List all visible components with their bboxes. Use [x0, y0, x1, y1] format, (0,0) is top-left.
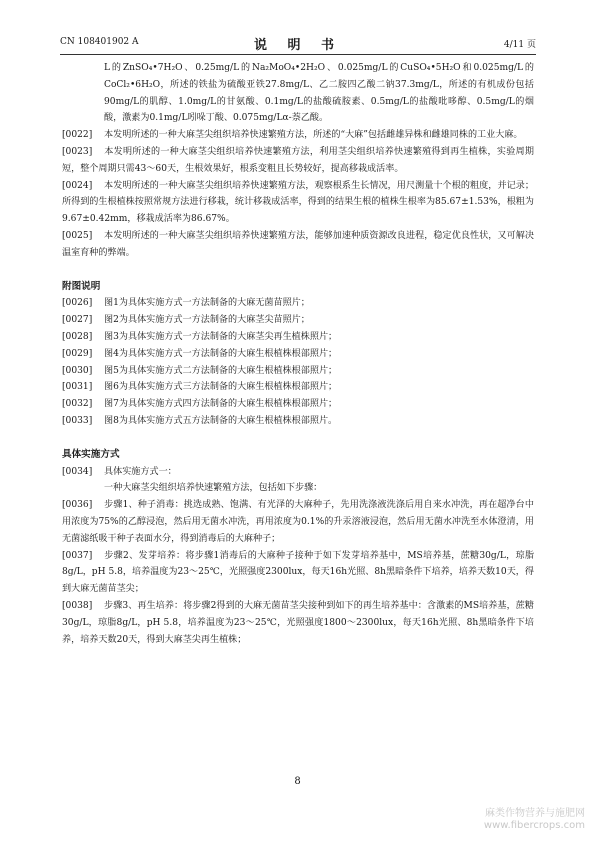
paragraph: [62, 127, 534, 144]
paragraph-text: 一种大麻茎尖组织培养快速繁殖方法，包括如下步骤：: [104, 483, 323, 494]
paragraph-number: [0022]: [62, 130, 93, 141]
paragraph: [62, 396, 534, 413]
paragraph-number: [0030]: [62, 365, 93, 376]
paragraph-number: [0028]: [62, 331, 93, 342]
document-body: [62, 60, 534, 648]
paragraph-number: [0036]: [62, 500, 93, 511]
paragraph-text: 步骤3、再生培养：将步骤2得到的大麻无菌苗茎尖接种到如下的再生培养基中：含激素的MS培养基，蔗糖30g/L，琼脂8g/L，pH 5.8，培养温度为23～25℃，光照强度1800～2300lux，每天16h光照、8h黑暗条件下培养，培养天数20天，得到大麻茎尖再生植株；: [62, 600, 534, 645]
watermark: [484, 808, 585, 832]
paragraph-number: [0023]: [62, 146, 93, 157]
paragraph-number: [0025]: [62, 230, 93, 241]
paragraph-number: [0037]: [62, 550, 93, 561]
paragraph-text: 本发明所述的一种大麻茎尖组织培养快速繁殖方法，利用茎尖组织培养快速繁殖得到再生植株，实验周期短，整个周期只需43～60天，生根效果好，根系变粗且长势较好，提高移栽成活率。: [62, 146, 534, 174]
paragraph-number: [0027]: [62, 315, 93, 326]
paragraph: [62, 464, 534, 481]
document-title: 说 明 书: [253, 38, 343, 53]
watermark-url: www.fibercrops.com: [483, 820, 585, 831]
paragraph: [62, 346, 534, 363]
paragraph-text: 步骤1、种子消毒：挑选成熟、饱满、有光泽的大麻种子，先用洗涤液洗涤后用自来水冲洗，再在超净台中用浓度为75%的乙醇浸泡，然后用无菌水冲洗，再用浓度为0.1%的升汞溶液浸泡，然后用无菌水冲洗至水体澄清，用无菌滤纸吸干种子表面水分，得到消毒后的大麻种子；: [62, 500, 534, 544]
paragraph-text: 本发明所述的一种大麻茎尖组织培养快速繁殖方法，所述的“大麻”包括雌雄异株和雌雄同株的工业大麻。: [104, 130, 523, 141]
paragraph: [62, 329, 534, 346]
paragraph-text: 图6为具体实施方式三方法制备的大麻生根植株根部照片；: [104, 382, 338, 393]
paragraph-number: [0024]: [62, 180, 93, 191]
paragraph-text: 图3为具体实施方式一方法制备的大麻茎尖再生植株照片；: [104, 331, 338, 342]
paragraph-text: 图8为具体实施方式五方法制备的大麻生根植株根部照片。: [104, 415, 338, 426]
watermark-title: 麻类作物营养与施肥网: [485, 808, 585, 819]
paragraph: [62, 548, 534, 598]
paragraph: [62, 598, 534, 648]
paragraph: [62, 363, 534, 380]
paragraph: [62, 144, 534, 178]
embodiment-list: [62, 464, 534, 649]
paragraph-number: [0034]: [62, 466, 93, 477]
paragraph-text: 图5为具体实施方式二方法制备的大麻生根植株根部照片；: [104, 365, 338, 376]
publication-number: CN 108401902 A: [60, 37, 139, 47]
paragraph: [62, 379, 534, 396]
figures-heading: 附图说明: [62, 280, 101, 292]
figures-list: [62, 295, 534, 429]
paragraph-text: 图2为具体实施方式一方法制备的大麻茎尖苗照片；: [104, 315, 310, 326]
paragraph-number: [0032]: [62, 399, 93, 410]
paragraph: [62, 480, 534, 497]
paragraph-text: 具体实施方式一：: [104, 466, 177, 477]
embodiment-heading: 具体实施方式: [62, 448, 120, 460]
paragraph: [62, 178, 534, 228]
paragraph-number: [0038]: [62, 600, 93, 611]
page-header: [60, 34, 536, 52]
paragraph: [62, 413, 534, 430]
paragraph: [62, 295, 534, 312]
paragraph: [62, 312, 534, 329]
paragraph-text: 图4为具体实施方式一方法制备的大麻生根植株根部照片；: [104, 348, 338, 359]
paragraph-number: [0033]: [62, 415, 93, 426]
page-number: 8: [294, 776, 301, 787]
paragraph-text: 图7为具体实施方式四方法制备的大麻生根植株根部照片；: [104, 399, 338, 410]
paragraph-text: 步骤2、发芽培养：将步骤1消毒后的大麻种子接种于如下发芽培养基中，MS培养基，蔗糖30g/L，琼脂8g/L，pH 5.8，培养温度为23～25℃，光照强度2300lux，每天16h光照、8h黑暗条件下培养，培养天数10天，得到大麻无菌苗茎尖；: [62, 550, 534, 595]
paragraph-number: [0026]: [62, 298, 93, 309]
paragraph-text: 图1为具体实施方式一方法制备的大麻无菌苗照片；: [104, 298, 310, 309]
paragraph-text: 本发明所述的一种大麻茎尖组织培养快速繁殖方法，能够加速种质资源改良进程，稳定优良性状，又可解决温室育种的弊端。: [62, 230, 534, 258]
page-indicator: 4/11 页: [503, 40, 536, 50]
paragraph-text: 本发明所述的一种大麻茎尖组织培养快速繁殖方法，观察根系生长情况，用尺测量十个根的粗度，并记录；所得到的生根植株按照常规方法进行移栽，统计移栽成活率，得到的结果生根的植株生根率为85.67±1.53%，根粗为9.67±0.42mm，移栽成活率为86.67%。: [62, 180, 534, 225]
paragraph: [62, 497, 534, 547]
paragraph: [62, 60, 534, 127]
paragraphs-top: [62, 60, 534, 262]
paragraph-number: [0031]: [62, 382, 93, 393]
paragraph: [62, 228, 534, 262]
header-divider: [60, 54, 536, 55]
paragraph-number: [0029]: [62, 348, 93, 359]
paragraph-text: L的ZnSO₄•7H₂O、0.25mg/L的Na₂MoO₄•2H₂O、0.025mg/L的CuSO₄•5H₂O和0.025mg/L的CoCl₂•6H₂O，所述的铁盐为硫酸亚铁27.8mg/L、乙二胺四乙酸二钠37.3mg/L，所述的有机成份包括90mg/L的肌醇、1.0mg/L的甘氨酸、0.1mg/L的盐酸硫胺素、0.5mg/L的盐酸吡哆醇、0.5mg/L的烟酸，激素为0.1mg/L吲哚丁酸、0.075mg/Lα-萘乙酸。: [104, 63, 534, 124]
